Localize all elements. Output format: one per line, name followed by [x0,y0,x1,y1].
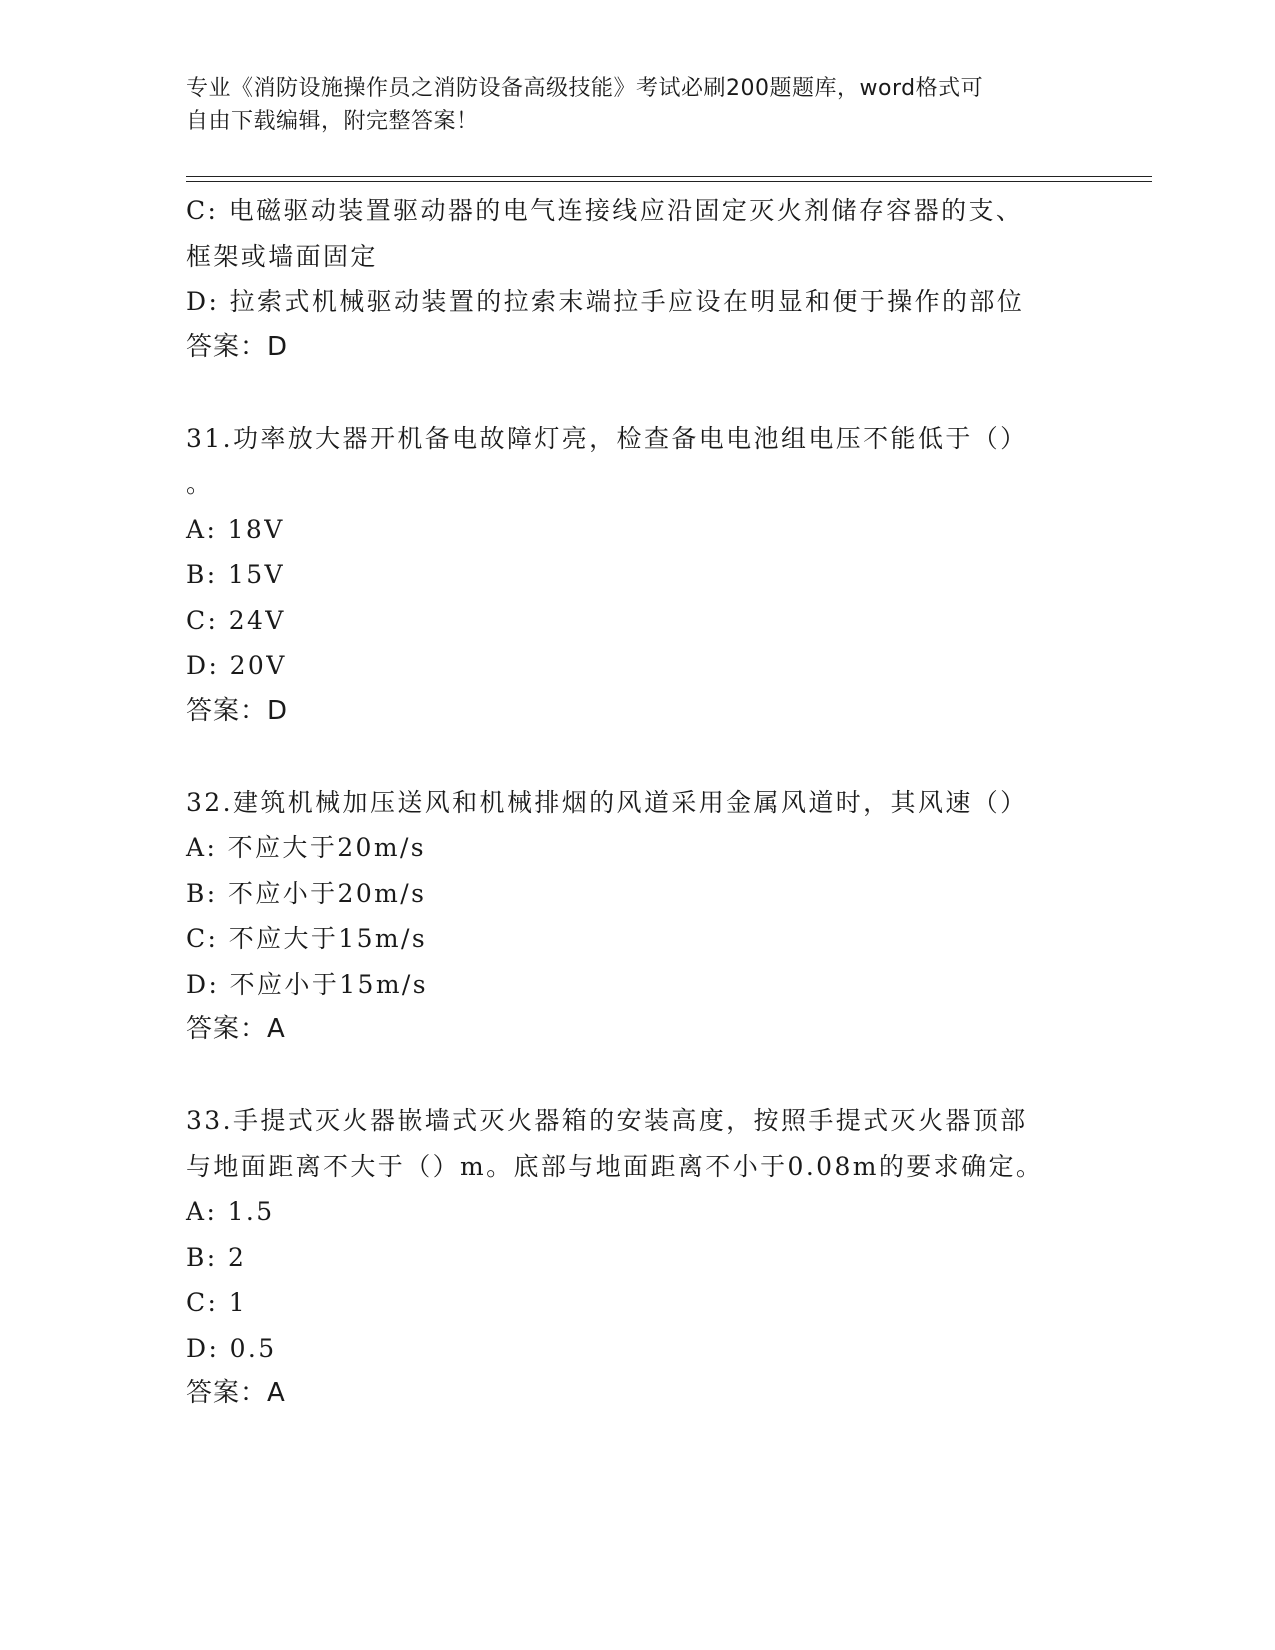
question-33 [186,1098,1086,1417]
option-b: B: 15V [186,560,286,589]
option-d: D: 0.5 [186,1333,277,1363]
answer: 答案：A [186,1378,286,1408]
answer: 答案：D [186,695,289,726]
option-c: C: 不应大于15m/s [186,924,428,953]
question-stem-line-2: 。 [186,469,214,498]
question-32 [186,780,1086,1053]
question-stem-line-1: 32.建筑机械加压送风和机械排烟的风道采用金属风道时，其风速（） [186,787,1028,817]
option-a: A: 1.5 [186,1197,275,1226]
option-b: B: 2 [186,1242,247,1272]
header-rule-bottom [186,181,1152,182]
header-title-line-2: 自由下载编辑，附完整答案！ [186,109,479,134]
option-d: D: 拉索式机械驱动装置的拉索末端拉手应设在明显和便于操作的部位 [186,287,1025,316]
option-c: C: 1 [186,1288,248,1317]
document-body [186,188,1086,1417]
question-stem-line-2: 与地面距离不大于（）m。底部与地面距离不小于0.08m的要求确定。 [186,1151,1044,1181]
option-d: D: 不应小于15m/s [186,969,428,999]
header-rule-top [186,176,1152,177]
header-title-line-1: 专业《消防设施操作员之消防设备高级技能》考试必刷200题题库，word格式可 [186,76,984,101]
spacer [186,370,1086,416]
option-a: A: 18V [186,514,285,544]
document-header [186,72,1066,138]
option-a: A: 不应大于20m/s [186,833,426,862]
spacer [186,734,1086,780]
question-stem-line-1: 33.手提式灭火器嵌墙式灭火器箱的安装高度，按照手提式灭火器顶部 [186,1106,1028,1135]
answer: 答案：D [186,331,289,362]
previous-question-tail [186,188,1086,370]
option-c-line-2: 框架或墙面固定 [186,241,378,271]
answer: 答案：A [186,1014,286,1044]
option-c: C: 24V [186,605,286,635]
option-c-line-1: C: 电磁驱动装置驱动器的电气连接线应沿固定灭火剂储存容器的支、 [186,196,1024,225]
question-31 [186,416,1086,735]
option-d: D: 20V [186,651,287,680]
option-b: B: 不应小于20m/s [186,878,427,908]
question-stem-line-1: 31.功率放大器开机备电故障灯亮，检查备电电池组电压不能低于（） [186,423,1028,453]
spacer [186,1053,1086,1099]
